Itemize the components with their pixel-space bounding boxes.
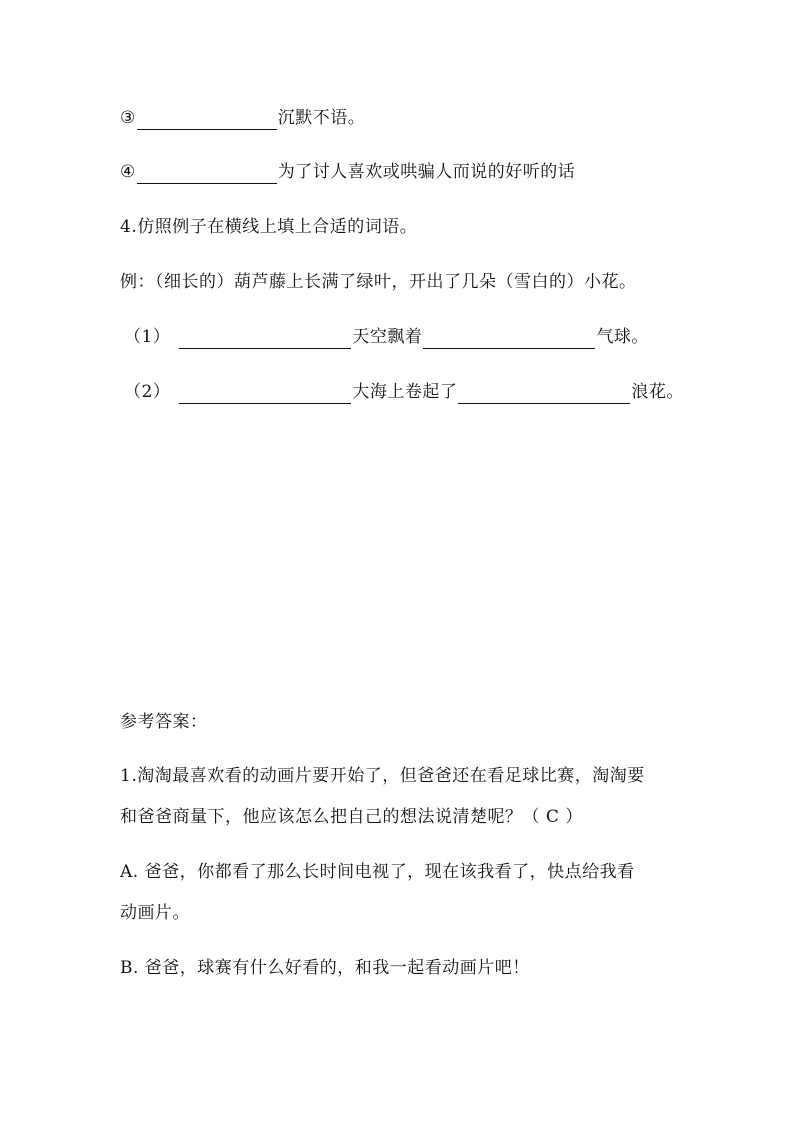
item-3-marker: ③	[120, 108, 136, 128]
blank-item-3[interactable]	[137, 107, 277, 130]
question-4-title: 4.仿照例子在横线上填上合适的词语。	[120, 217, 418, 237]
fill-1-mid: 天空飘着	[352, 327, 423, 347]
fill-line-2	[124, 380, 684, 404]
item-3-text: 沉默不语。	[277, 108, 366, 128]
fill-1-end: 气球。	[596, 327, 649, 347]
blank-fill-2a[interactable]	[179, 381, 351, 404]
fill-2-mid: 大海上卷起了	[352, 382, 458, 402]
item-4-marker: ④	[120, 162, 136, 182]
answer-q1-line-2: 和爸爸商量下，他应该怎么把自己的想法说清楚呢？（ C ）	[120, 807, 583, 827]
blank-fill-1b[interactable]	[423, 326, 595, 349]
answer-q1-line-1: 1.淘淘最喜欢看的动画片要开始了，但爸爸还在看足球比赛，淘淘要	[120, 766, 645, 786]
example-sentence: 例：（细长的）葫芦藤上长满了绿叶，开出了几朵（雪白的）小花。	[120, 272, 637, 292]
fill-1-index: （1）	[124, 327, 171, 347]
fill-2-end: 浪花。	[631, 382, 684, 402]
item-3	[120, 106, 365, 130]
answers-heading: 参考答案：	[120, 712, 208, 732]
item-4-text: 为了讨人喜欢或哄骗人而说的好听的话	[277, 162, 576, 182]
item-4	[120, 160, 575, 184]
fill-2-index: （2）	[124, 382, 171, 402]
option-a-line-2: 动画片。	[120, 903, 190, 923]
option-a-line-1: A. 爸爸，你都看了那么长时间电视了，现在该我看了，快点给我看	[120, 862, 635, 882]
fill-line-1	[124, 325, 649, 349]
blank-fill-1a[interactable]	[179, 326, 351, 349]
blank-item-4[interactable]	[137, 161, 277, 184]
blank-fill-2b[interactable]	[458, 381, 630, 404]
option-b: B. 爸爸，球赛有什么好看的，和我一起看动画片吧！	[120, 958, 530, 978]
